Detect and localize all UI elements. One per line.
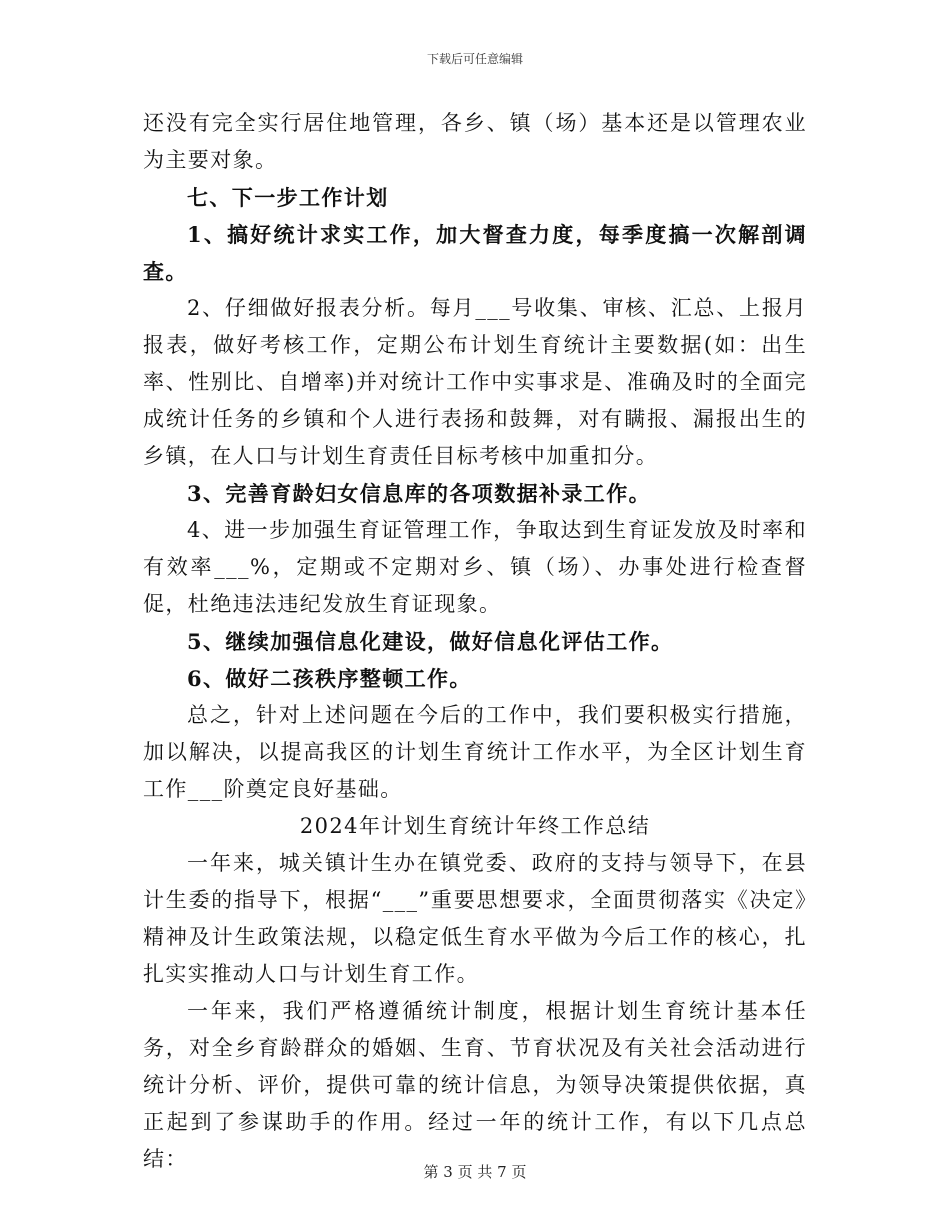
plan-item-5: 5、继续加强信息化建设，做好信息化评估工作。	[187, 629, 674, 654]
section-heading-next-plan: 七、下一步工作计划	[187, 185, 389, 210]
document-body	[143, 105, 807, 1178]
plan-item-6: 6、做好二孩秩序整顿工作。	[187, 666, 472, 691]
document-title: 2024年计划生育统计年终工作总结	[299, 814, 651, 838]
plan-item-1: 1、搞好统计求实工作，加大督查力度，每季度搞一次解剖调查。	[143, 222, 807, 284]
paragraph-conclusion: 总之，针对上述问题在今后的工作中，我们要积极实行措施，加以解决，以提高我区的计划生育统计工作水平，为全区计划生育工作___阶奠定良好基础。	[143, 703, 807, 801]
page-header-note: 下载后可任意编辑	[426, 52, 523, 66]
plan-item-2: 2、仔细做好报表分析。每月___号收集、审核、汇总、上报月报表，做好考核工作，定期公布计划生育统计主要数据(如：出生率、性别比、自增率)并对统计工作中实事求是、准确及时的全面完成统计任务的乡镇和个人进行表扬和鼓舞，对有瞒报、漏报出生的乡镇，在人口与计划生育责任目标考核中加重扣分。	[143, 296, 807, 468]
paragraph-summary-statistics: 一年来，我们严格遵循统计制度，根据计划生育统计基本任务，对全乡育龄群众的婚姻、生育、节育状况及有关社会活动进行统计分析、评价，提供可靠的统计信息，为领导决策提供依据，真正起到了参谋助手的作用。经过一年的统计工作，有以下几点总结：	[143, 999, 807, 1171]
page-number: 第 3 页 共 7 页	[423, 1163, 527, 1181]
plan-item-3: 3、完善育龄妇女信息库的各项数据补录工作。	[187, 481, 652, 506]
paragraph-residence-management: 还没有完全实行居住地管理，各乡、镇（场）基本还是以管理农业为主要对象。	[143, 111, 807, 172]
plan-item-4: 4、进一步加强生育证管理工作，争取达到生育证发放及时率和有效率___%，定期或不定期对乡、镇（场）、办事处进行检查督促，杜绝违法违纪发放生育证现象。	[143, 518, 807, 616]
paragraph-summary-intro: 一年来，城关镇计生办在镇党委、政府的支持与领导下，在县计生委的指导下，根据“___”重要思想要求，全面贯彻落实《决定》精神及计生政策法规，以稳定低生育水平做为今后工作的核心，扎扎实实推动人口与计划生育工作。	[143, 851, 807, 986]
